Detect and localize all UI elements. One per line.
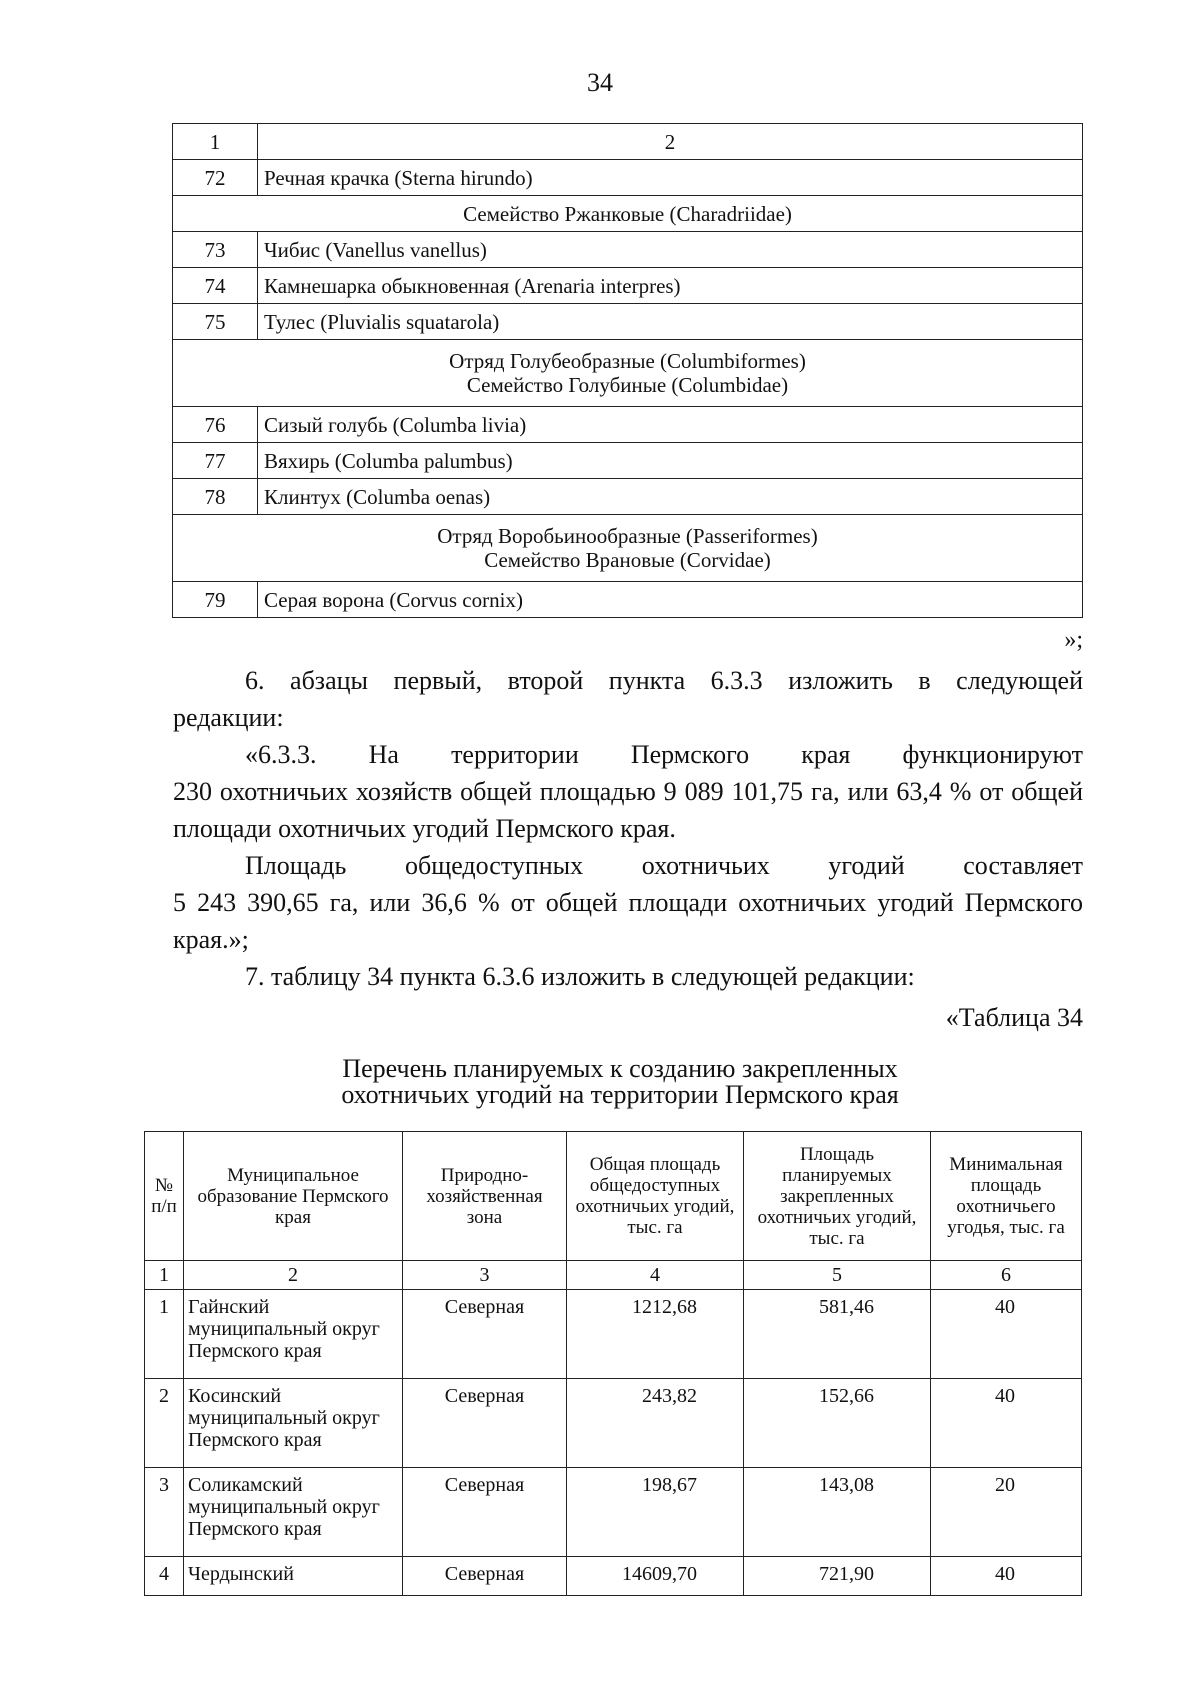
group-heading — [173, 340, 1083, 407]
row-number: 3 — [145, 1468, 184, 1557]
paragraph-6-line-2: редакции: — [173, 703, 284, 732]
table-row — [173, 407, 1083, 443]
municipality-cell: Чердынский — [184, 1557, 403, 1596]
species-number: 77 — [173, 443, 258, 479]
zone-cell: Северная — [403, 1468, 567, 1557]
table-row — [145, 1290, 1082, 1379]
table-group-row — [173, 196, 1083, 232]
family-heading: Семейство Врановые (Corvidae) — [484, 548, 771, 572]
table-row — [173, 479, 1083, 515]
row-number: 2 — [145, 1379, 184, 1468]
min-area-cell: 20 — [931, 1468, 1082, 1557]
public-area-cell: 198,67 — [567, 1468, 744, 1557]
table-title-line: Перечень планируемых к созданию закрепленных — [342, 1054, 898, 1083]
table-row — [173, 232, 1083, 268]
table-row — [173, 304, 1083, 340]
closing-quote-mark: »; — [1064, 627, 1083, 653]
species-number: 79 — [173, 582, 258, 618]
column-number: 2 — [184, 1261, 403, 1290]
column-number: 6 — [931, 1261, 1082, 1290]
table-header-row — [145, 1132, 1082, 1261]
species-table — [172, 123, 1083, 618]
quoted-paragraph-rest: 230 охотничьих хозяйств общей площадью 9 089 101,75 га, или 63,4 % от общей площади охотничьих угодий Пермского края. — [173, 777, 1083, 843]
municipality-cell: Косинский муниципальный округ Пермского края — [184, 1379, 403, 1468]
table-row — [173, 160, 1083, 196]
table-title-line: охотничьих угодий на территории Пермского края — [341, 1080, 899, 1109]
table-row — [145, 1557, 1082, 1596]
species-name: Вяхирь (Columba palumbus) — [258, 443, 1083, 479]
column-header-min-area: Минимальная площадь охотничьего угодья, тыс. га — [931, 1132, 1082, 1261]
species-name: Серая ворона (Corvus cornix) — [258, 582, 1083, 618]
table-row — [173, 582, 1083, 618]
table-label: «Таблица 34 — [945, 1003, 1083, 1032]
row-number: 1 — [145, 1290, 184, 1379]
table-row — [145, 1379, 1082, 1468]
quoted-paragraph-line-1: «6.3.3. На территории Пермского края функционируют — [245, 740, 1083, 769]
order-heading: Отряд Воробьинообразные (Passeriformes) — [437, 524, 818, 548]
table-header-row — [173, 124, 1083, 160]
column-number-row — [145, 1261, 1082, 1290]
column-number: 5 — [744, 1261, 931, 1290]
row-number: 4 — [145, 1557, 184, 1596]
species-number: 76 — [173, 407, 258, 443]
zone-cell: Северная — [403, 1379, 567, 1468]
page-number: 34 — [587, 68, 613, 97]
column-header-municipality: Муниципальное образование Пермского края — [184, 1132, 403, 1261]
public-area-cell: 14609,70 — [567, 1557, 744, 1596]
species-name: Камнешарка обыкновенная (Arenaria interpres) — [258, 268, 1083, 304]
header-cell: 2 — [258, 124, 1083, 160]
species-name: Клинтух (Columba oenas) — [258, 479, 1083, 515]
zone-cell: Северная — [403, 1557, 567, 1596]
column-header-zone: Природно-хозяйственная зона — [403, 1132, 567, 1261]
species-number: 73 — [173, 232, 258, 268]
planned-area-cell: 581,46 — [744, 1290, 931, 1379]
municipality-cell: Гайнский муниципальный округ Пермского края — [184, 1290, 403, 1379]
species-number: 72 — [173, 160, 258, 196]
area-paragraph-line-1: Площадь общедоступных охотничьих угодий составляет — [245, 851, 1083, 880]
column-header-planned-area: Площадь планируемых закрепленных охотничьих угодий, тыс. га — [744, 1132, 931, 1261]
column-header-public-area: Общая площадь общедоступных охотничьих угодий, тыс. га — [567, 1132, 744, 1261]
group-heading — [173, 515, 1083, 582]
order-heading: Отряд Голубеобразные (Columbiformes) — [449, 349, 806, 373]
header-cell: 1 — [173, 124, 258, 160]
zone-cell: Северная — [403, 1290, 567, 1379]
column-number: 4 — [567, 1261, 744, 1290]
planned-area-cell: 152,66 — [744, 1379, 931, 1468]
area-paragraph-rest: 5 243 390,65 га, или 36,6 % от общей площади охотничьих угодий Пермского края.»; — [173, 888, 1083, 954]
species-name: Сизый голубь (Columba livia) — [258, 407, 1083, 443]
table-row — [173, 443, 1083, 479]
paragraph-7: 7. таблицу 34 пункта 6.3.6 изложить в следующей редакции: — [245, 962, 915, 991]
min-area-cell: 40 — [931, 1557, 1082, 1596]
planned-area-cell: 721,90 — [744, 1557, 931, 1596]
species-number: 75 — [173, 304, 258, 340]
municipality-cell: Соликамский муниципальный округ Пермского края — [184, 1468, 403, 1557]
table-row — [145, 1468, 1082, 1557]
body-text — [173, 662, 1083, 995]
column-header-number: № п/п — [145, 1132, 184, 1261]
species-name: Речная крачка (Sterna hirundo) — [258, 160, 1083, 196]
species-name: Чибис (Vanellus vanellus) — [258, 232, 1083, 268]
table-group-row — [173, 515, 1083, 582]
table-title — [250, 1056, 990, 1108]
hunting-grounds-table — [144, 1131, 1082, 1596]
family-heading: Семейство Ржанковые (Charadriidae) — [173, 196, 1083, 232]
family-heading: Семейство Голубиные (Columbidae) — [466, 373, 789, 397]
column-number: 1 — [145, 1261, 184, 1290]
public-area-cell: 243,82 — [567, 1379, 744, 1468]
table-group-row — [173, 340, 1083, 407]
min-area-cell: 40 — [931, 1379, 1082, 1468]
species-number: 74 — [173, 268, 258, 304]
species-number: 78 — [173, 479, 258, 515]
public-area-cell: 1212,68 — [567, 1290, 744, 1379]
min-area-cell: 40 — [931, 1290, 1082, 1379]
planned-area-cell: 143,08 — [744, 1468, 931, 1557]
paragraph-6-line-1: 6. абзацы первый, второй пункта 6.3.3 изложить в следующей — [245, 666, 1083, 695]
column-number: 3 — [403, 1261, 567, 1290]
table-row — [173, 268, 1083, 304]
species-name: Тулес (Pluvialis squatarola) — [258, 304, 1083, 340]
